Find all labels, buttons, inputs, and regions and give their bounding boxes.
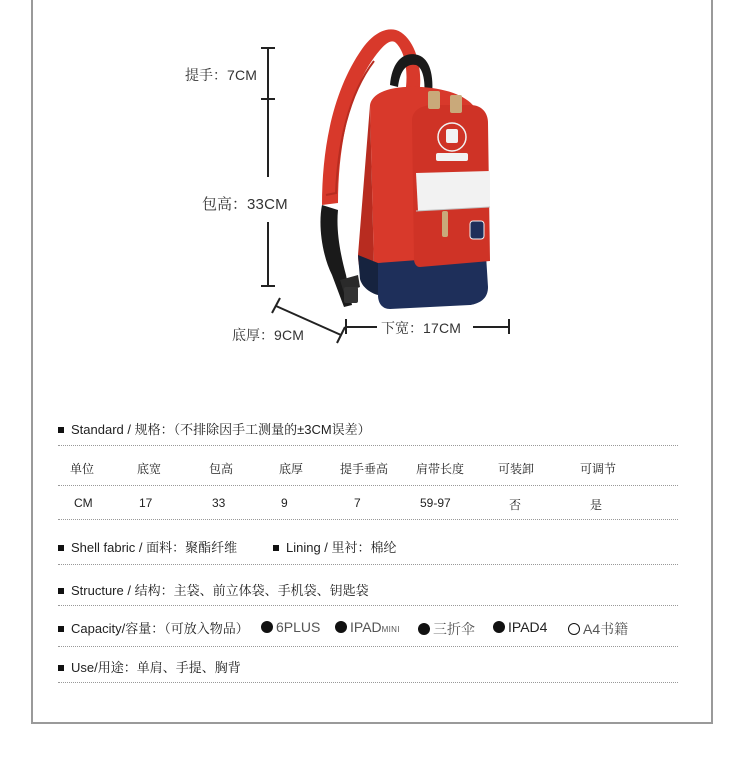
- capacity-item-text: A4书籍: [583, 621, 629, 637]
- divider: [58, 445, 678, 446]
- depth-dimension-text: [232, 325, 304, 345]
- width-dimension-text: [381, 318, 461, 338]
- structure-label: Structure / 结构：主袋、前立体袋、手机袋、钥匙袋: [71, 583, 369, 598]
- use-row: [58, 657, 241, 676]
- divider: [58, 564, 678, 565]
- filled-circle-icon: [493, 621, 505, 633]
- capacity-item-ipad-mini: [335, 619, 400, 635]
- shell-fabric-row: [58, 537, 237, 556]
- use-label: Use/用途：单肩、手提、胸背: [71, 660, 241, 675]
- capacity-item-suffix: MINI: [381, 625, 400, 634]
- handle-label: 提手：: [185, 67, 227, 83]
- width-line-right: [473, 326, 509, 328]
- header-cell-bag-height: 包高: [209, 462, 234, 476]
- capacity-item-text: 三折伞: [433, 621, 475, 637]
- capacity-item-text: 6PLUS: [276, 619, 321, 635]
- height-value: 33CM: [247, 196, 288, 213]
- capacity-item-ipad4: [493, 619, 547, 635]
- value-cell-detachable: 否: [509, 498, 522, 512]
- filled-circle-icon: [261, 621, 273, 633]
- value-cell-bag-height: 33: [212, 496, 226, 510]
- capacity-label: Capacity/容量：（可放入物品）: [71, 621, 249, 636]
- divider: [58, 485, 678, 486]
- header-cell-detachable: 可装卸: [498, 462, 535, 476]
- depth-label: 底厚：: [232, 327, 274, 343]
- capacity-row: [58, 618, 249, 637]
- capacity-item-text: IPAD: [350, 619, 382, 635]
- header-cell-handle-drop: 提手垂高: [340, 462, 389, 476]
- value-cell-unit: CM: [74, 496, 93, 510]
- capacity-item-6plus: [261, 619, 320, 635]
- header-cell-bottom-width: 底宽: [137, 462, 162, 476]
- divider: [58, 519, 678, 520]
- value-cell-adjustable: 是: [590, 498, 603, 512]
- capacity-item-umbrella: [418, 619, 475, 639]
- bullet-square-icon: [58, 545, 64, 551]
- filled-circle-icon: [335, 621, 347, 633]
- standard-heading: [58, 419, 371, 438]
- height-label: 包高：: [202, 196, 248, 213]
- lining-label: Lining / 里衬：棉纶: [286, 540, 397, 555]
- header-cell-unit: 单位: [70, 462, 95, 476]
- hollow-circle-icon: [568, 623, 580, 635]
- structure-row: [58, 580, 369, 599]
- value-cell-bottom-depth: 9: [281, 496, 288, 510]
- capacity-item-text: IPAD4: [508, 619, 548, 635]
- bullet-square-icon: [58, 588, 64, 594]
- value-cell-strap-length: 59-97: [420, 496, 451, 510]
- bullet-square-icon: [58, 665, 64, 671]
- sling-backpack-image: [300, 25, 510, 315]
- value-cell-bottom-width: 17: [139, 496, 153, 510]
- bullet-square-icon: [58, 427, 64, 433]
- filled-circle-icon: [418, 623, 430, 635]
- header-cell-adjustable: 可调节: [580, 462, 617, 476]
- width-label: 下宽：: [381, 320, 423, 336]
- header-cell-bottom-depth: 底厚: [279, 462, 304, 476]
- capacity-item-a4-book: [568, 619, 628, 639]
- divider: [58, 646, 678, 647]
- standard-label: Standard / 规格：（不排除因手工测量的±3CM误差）: [71, 422, 371, 437]
- lining-row: [273, 537, 397, 556]
- value-cell-handle-drop: 7: [354, 496, 361, 510]
- handle-value: 7CM: [227, 67, 258, 83]
- width-line-left: [345, 326, 377, 328]
- width-value: 17CM: [423, 320, 462, 336]
- shell-fabric-label: Shell fabric / 面料：聚酯纤维: [71, 540, 238, 555]
- header-cell-strap-length: 肩带长度: [416, 462, 465, 476]
- bullet-square-icon: [273, 545, 279, 551]
- depth-value: 9CM: [274, 327, 305, 343]
- bullet-square-icon: [58, 626, 64, 632]
- divider: [58, 605, 678, 606]
- width-right-tick: [508, 319, 510, 334]
- divider: [58, 682, 678, 683]
